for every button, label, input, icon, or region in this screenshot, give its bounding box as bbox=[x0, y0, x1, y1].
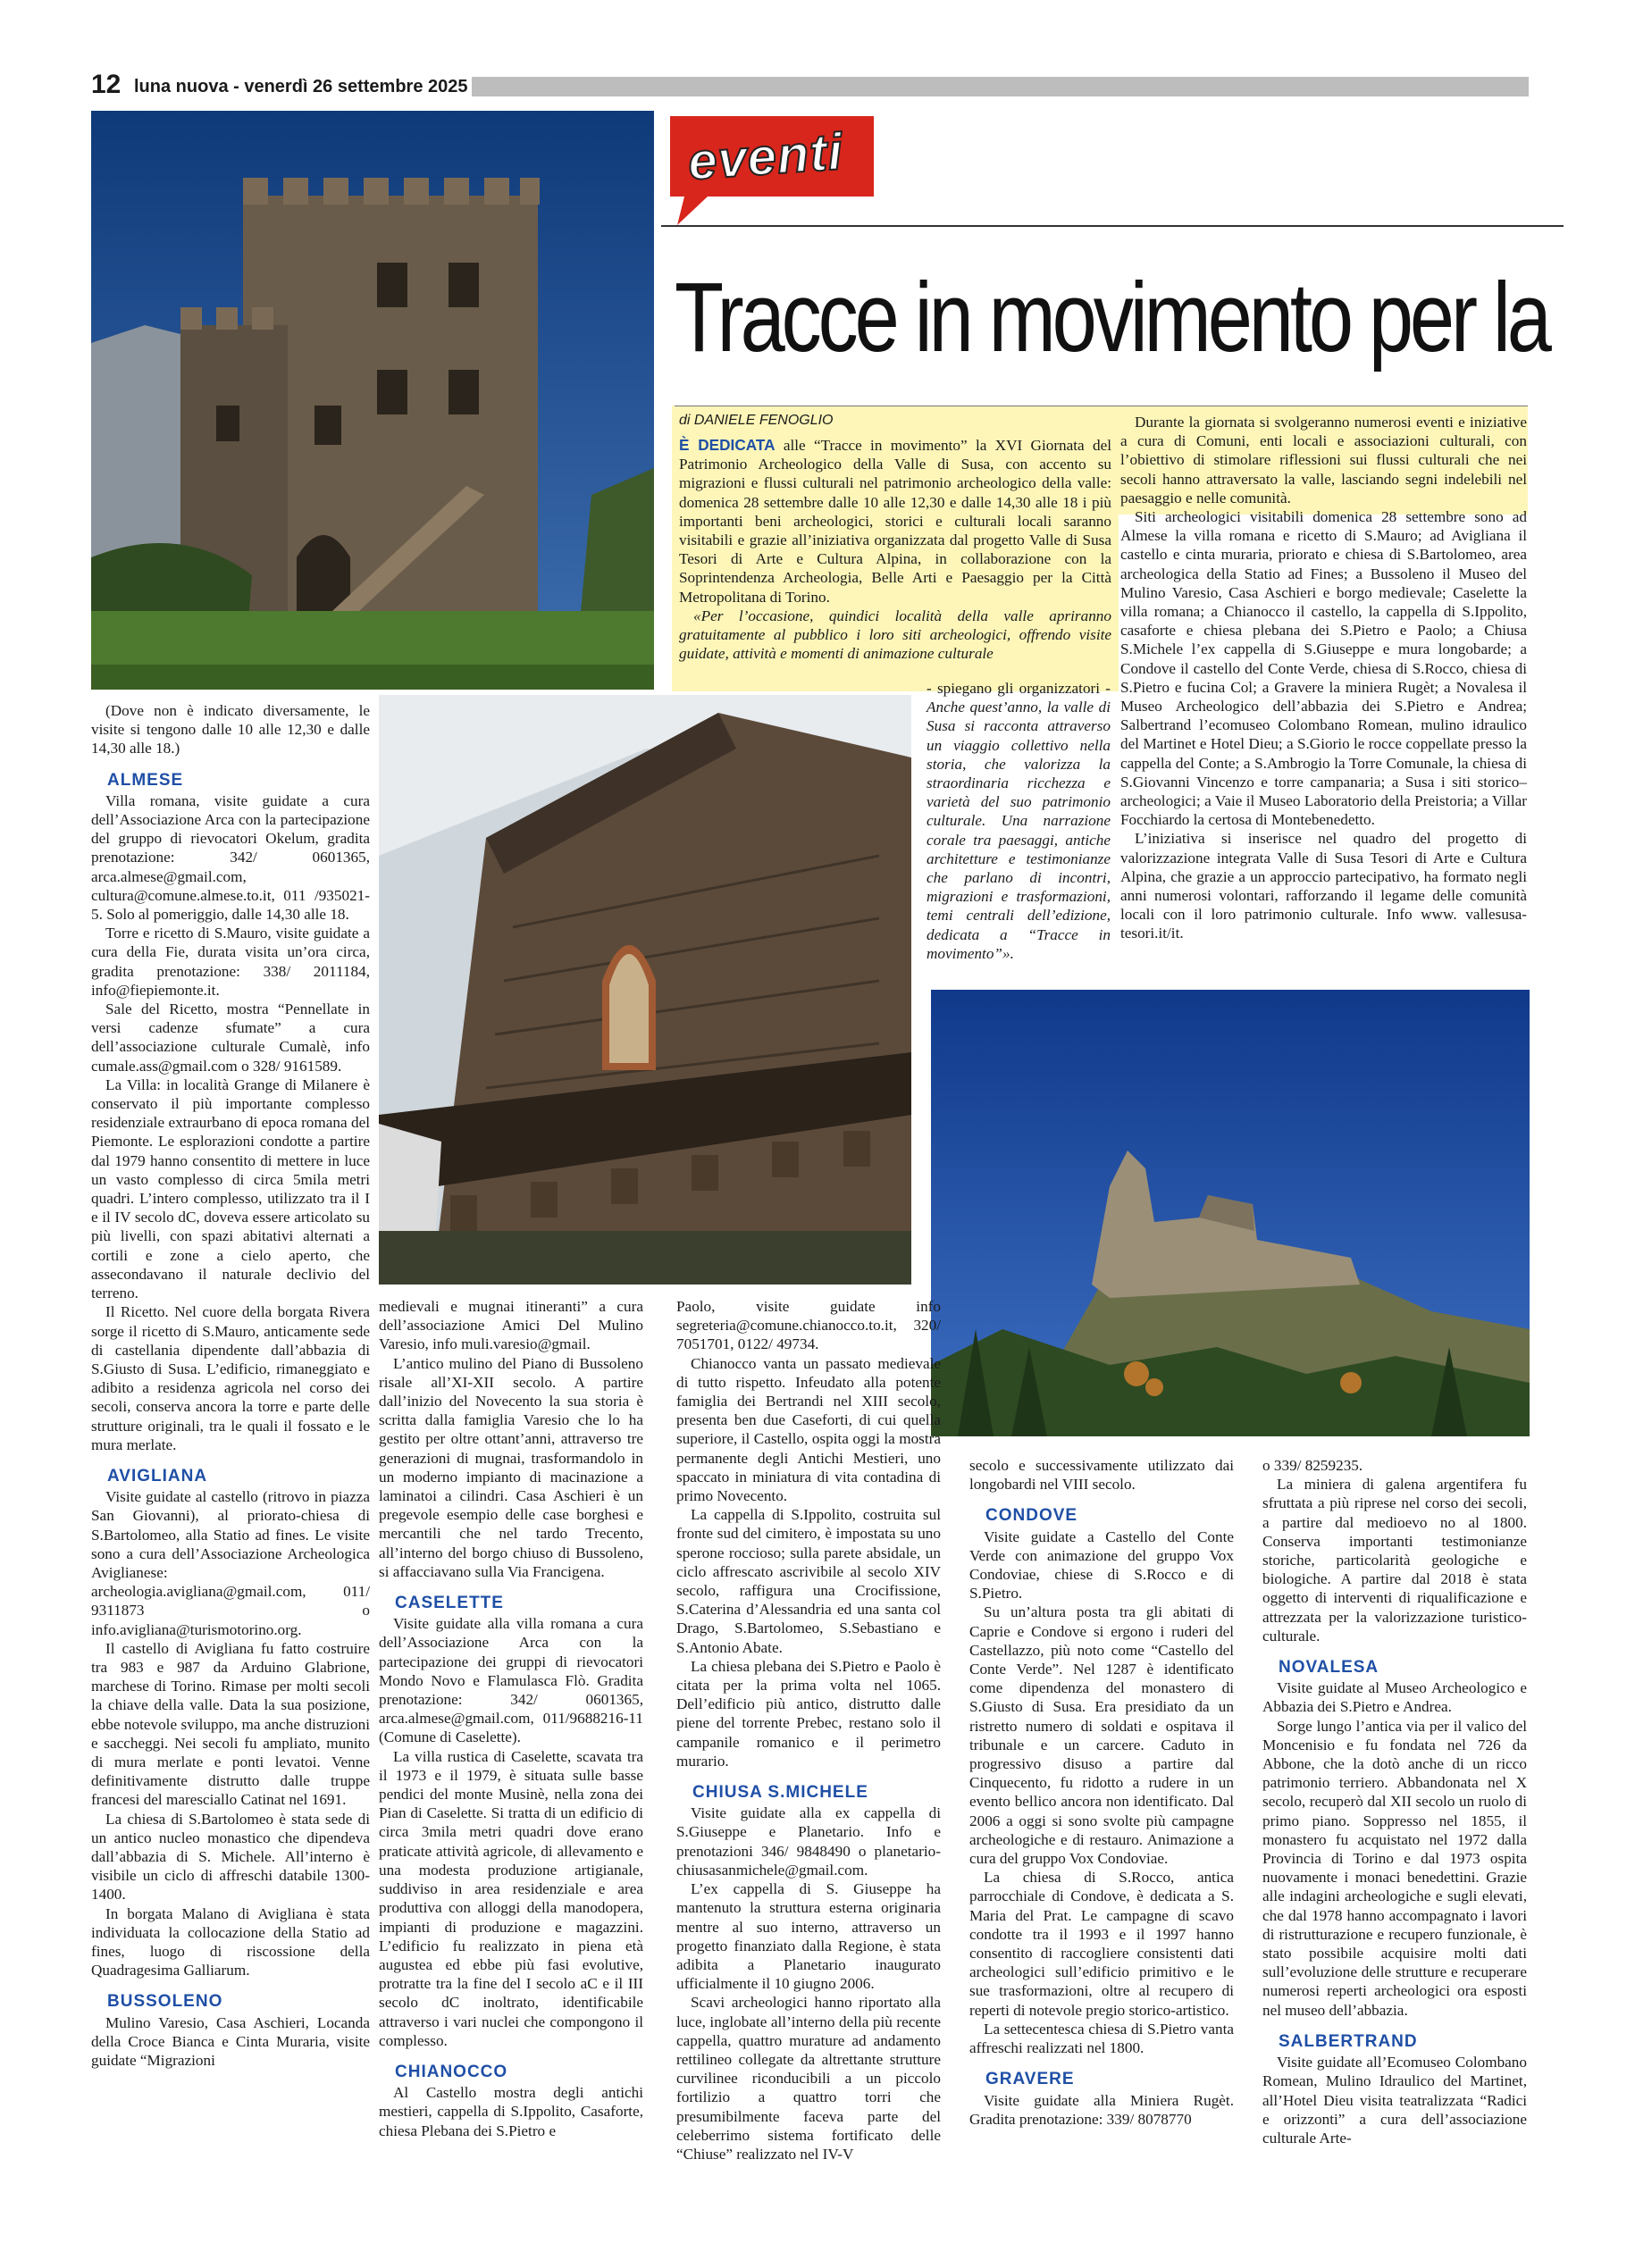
photo-medieval-house bbox=[379, 695, 911, 1285]
avigliana-p2: Il castello di Avigliana fu fatto costruire tra 983 e 987 da Arduino Glabrione, marchese di Torino. Rimase per molti secoli la chiave della valle. Data la sua posizione, ebbe notevole sviluppo, ma anche distruzioni e saccheggi. Nei secoli fu ampliato, munito di mura merlate e ponti levatoi. Venne definitivamente distrutto dalle truppe francesi del maresciallo Catinat nel 1691. bbox=[91, 1639, 370, 1809]
chianocco-p2: Chianocco vanta un passato medievale di tutto rispetto. Infeudato alla potente famiglia dei Bertrandi nel XIII secolo, presenta ben due Caseforti, di cui quella superiore, il Castello, ospita oggi la mostra permanente degli Antichi Mestieri, uno spaccato in miniatura di vita contadina di primo Novecento. bbox=[676, 1354, 941, 1505]
section-tag-label: eventi bbox=[685, 122, 845, 191]
hours-note: (Dove non è indicato diversamente, le visite si tengono dalle 10 alle 12,30 e dalle 14,30 alle 18.) bbox=[91, 702, 370, 757]
gravere-p1: Visite guidate alla Miniera Rugèt. Gradita prenotazione: 339/ 8078770 bbox=[969, 2091, 1234, 2128]
header-bar bbox=[472, 77, 1529, 96]
column-5 bbox=[1262, 1456, 1527, 2147]
page-number: 12 bbox=[91, 70, 122, 99]
chianocco-p3: La cappella di S.Ippolito, costruita sul fronte sud del cimitero, è impostata su uno sperone roccioso; sulla parete absidale, un ciclo affrescato ascrivibile al secolo XIV secolo, raffigura una Crocifissione, S.Caterina d’Alessandria ed una santa col Drago, S.Bartolomeo, S.Sebastiano e S.Antonio Abate. bbox=[676, 1506, 941, 1656]
chiusa-p2: L’ex cappella di S. Giuseppe ha mantenuto la struttura esterna originaria mentre al suo interno, attraverso un progetto finanziato dalla Regione, è stata adibita a Planetario inaugurato ufficialmente il 10 giugno 2006. bbox=[676, 1880, 941, 1993]
byline: di DANIELE FENOGLIO bbox=[679, 413, 834, 428]
almese-p2: Torre e ricetto di S.Mauro, visite guidate a cura della Fie, durata visita un’ora circa, gradita prenotazione: 338/ 2011184, info@fiepiemonte.it. bbox=[91, 925, 370, 999]
heading-bussoleno: BUSSOLENO bbox=[107, 1992, 223, 2012]
caselette-p2: La villa rustica di Caselette, scavata tra il 1973 e il 1979, è situata sulle basse pendici del monte Musinè, nella zona dei Pian di Caselette. Si tratta di un edificio di circa 3mila metri quadri dove erano praticate attività agricole, di allevamento e una modesta produzione artigianale, suddiviso in area residenziale e area produttiva con alloggi della manodopera, impianti di produzione e magazzini. L’edificio fu realizzato in piena età augustea ed ebbe più fasi evolutive, protratte tra la fine del I secolo aC e il III secolo dC inoltrato, identificabile attraverso i vari nuclei che compongono il complesso. bbox=[379, 1747, 643, 2049]
intro-column-2 bbox=[1120, 413, 1527, 943]
section-tag bbox=[661, 111, 885, 229]
condove-p1: Visite guidate a Castello del Conte Verde con animazione del gruppo Vox Condoviae, chiese di S.Rocco e di S.Pietro. bbox=[969, 1527, 1234, 1603]
chianocco-p4: La chiesa plebana dei S.Pietro e Paolo è citata per la prima volta nel 1065. Dell’edificio più antico, distrutto dalle piene del torrente Prebec, restano solo il campanile romanico e il perimetro murario. bbox=[676, 1657, 941, 1770]
heading-gravere: GRAVERE bbox=[985, 2070, 1075, 2089]
intro-column-1 bbox=[679, 436, 1111, 663]
chiusa-p3: Scavi archeologici hanno riportato alla luce, inglobate all’interno della più recente cappella, quattro murature ad andamento rettilineo collegate da altrettante strutture curvilinee riconducibili a un piccolo fortilizio a quattro torri che presumibilmente faceva parte del celeberrimo sistema fortificato delle “Chiuse” realizzato nel IV-V bbox=[676, 1994, 941, 2163]
salbertrand-p1: Visite guidate all’Ecomuseo Colombano Romean, Mulino Idraulico del Martinet, all’Hotel Dieu visita teatralizzata “Radici e orizzonti” a cura dell’associazione culturale Arte- bbox=[1262, 2054, 1527, 2147]
section-rule bbox=[661, 225, 1564, 227]
intro-lead bbox=[679, 436, 1111, 607]
column-3 bbox=[676, 1297, 941, 2163]
avigliana-p1: Visite guidate al castello (ritrovo in piazza San Giovanni), al priorato-chiesa di S.Bartolomeo, alla Statio ad fines. Le visite sono a cura dell’Associazione Archeologica Aviglianese: archeologia.avigliana@gmail.com, 011/ 9311873 o info.avigliana@turismotorino.org. bbox=[91, 1488, 370, 1638]
intro-quote-1: «Per l’occasione, quindici località della valle apriranno gratuitamente al pubblico i loro siti archeologici, offrendo visite guidate, attività e momenti di animazione culturale bbox=[679, 607, 1111, 663]
intro-quote-2 bbox=[926, 679, 1111, 963]
heading-caselette: CASELETTE bbox=[395, 1594, 504, 1613]
heading-condove: CONDOVE bbox=[985, 1506, 1078, 1526]
quote-text: Anche quest’anno, la valle di Susa si racconta attraverso un viaggio collettivo nella storia, che valorizza la straordinaria ricchezza e varietà del suo patrimonio culturale. Una narrazione corale tra paesaggi, antiche architetture e testimonianze che parlano di incontri, migrazioni e trasformazioni, temi centrali dell’edizione, dedicata a “Tracce in movimento”». bbox=[926, 699, 1111, 962]
bussoleno-p1: Mulino Varesio, Casa Aschieri, Locanda della Croce Bianca e Cinta Muraria, visite guidate “Migrazioni bbox=[91, 2013, 370, 2070]
chiusa-p3-cont: secolo e successivamente utilizzato dai longobardi nel VIII secolo. bbox=[969, 1457, 1234, 1494]
intro-quote-continued bbox=[926, 679, 1111, 963]
gravere-p1-cont: o 339/ 8259235. bbox=[1262, 1457, 1363, 1474]
novalesa-p1: Visite guidate al Museo Archeologico e Abbazia dei S.Pietro e Andrea. bbox=[1262, 1679, 1527, 1716]
condove-p4: La settecentesca chiesa di S.Pietro vanta affreschi realizzati nel 1800. bbox=[969, 2020, 1234, 2057]
condove-p3: La chiesa di S.Rocco, antica parrocchiale di Condove, è dedicata a S. Maria del Prat. Le campagne di scavo condotte tra il 1993 e il 1997 hanno consentito di raccogliere consistenti dati archeologici sull’edificio primitivo e le sue trasformazioni, oltre al recupero di reperti di notevole pregio storico-artistico. bbox=[969, 1869, 1234, 2019]
lead-word: È DEDICATA bbox=[679, 436, 776, 454]
avigliana-p4: In borgata Malano di Avigliana è stata individuata la collocazione della Statio ad fines, luogo di riscossione della Quadragesima Galliarum. bbox=[91, 1904, 370, 1979]
chiusa-p1: Visite guidate alla ex cappella di S.Giuseppe e Planetario. Info e prenotazioni 346/ 9848490 o planetario-chiusasanmichele@gmail.com. bbox=[676, 1804, 941, 1879]
quote-attribution: - spiegano gli organizzatori - bbox=[926, 680, 1111, 697]
bussoleno-p1-cont: medievali e mugnai itineranti” a cura dell’associazione Amici Del Mulino Varesio, info muli.varesio@gmail. bbox=[379, 1298, 643, 1353]
column-4 bbox=[969, 1456, 1234, 2129]
caselette-p1: Visite guidate alla villa romana a cura dell’Associazione Arca con la partecipazione dei gruppi di rievocatori Mondo Novo e Flamulasca Flò. Gradita prenotazione: 342/ 0601365, arca.almese@gmail.com, 011/9688216-11 (Comune di Caselette). bbox=[379, 1615, 643, 1746]
masthead: luna nuova - venerdì 26 settembre 2025 bbox=[134, 77, 468, 96]
chianocco-p1-cont: Paolo, visite guidate info segreteria@comune.chianocco.to.it, 320/ 7051701, 0122/ 49734. bbox=[676, 1298, 941, 1353]
novalesa-p2: Sorge lungo l’antica via per il valico del Moncenisio e fu fondata nel 726 da Abbone, che la dotò anche di un ricco patrimonio terriero. Abbandonata nel X secolo, recuperò dal XII secolo un ruolo di primo piano. Soppresso nel 1855, il monastero fu acquistato nel 1972 dalla Provincia di Torino e dal 1973 ospita nuovamente i monaci benedettini. Grazie alle indagini archeologiche e sugli elevati, che dal 1978 hanno accompagnato i lavori di ristrutturazione e recupero funzionale, è stato possibile acquisire molti dati sull’evoluzione delle strutture e recuperare numerosi reperti archeologici ora esposti nel museo dell’abbazia. bbox=[1262, 1717, 1527, 2019]
heading-salbertrand: SALBERTRAND bbox=[1279, 2031, 1418, 2051]
gravere-p2: La miniera di galena argentifera fu sfruttata a più riprese nel corso dei secoli, a partire dal medioevo no al 1800. Conserva importanti testimonianze storiche, particolarità geologiche e biologiche. A partire dal 2018 è stata oggetto di interventi di riqualificazione e attrezzata per la valorizzazione turistico-culturale. bbox=[1262, 1476, 1527, 1645]
chianocco-p1: Al Castello mostra degli antichi mestieri, cappella di S.Ippolito, Casaforte, chiesa Plebana dei S.Pietro e bbox=[379, 2084, 643, 2139]
intro-p3: Siti archeologici visitabili domenica 28 settembre sono ad Almese la villa romana e ricetto di S.Mauro; ad Avigliana il castello e cinta muraria, priorato e chiesa di S.Bartolomeo, area archeologica della Statio ad Fines; a Bussoleno il Museo del Mulino Varesio, Casa Aschieri e borgo medievale; Caselette la villa romana; a Chianocco il castello, la cappella di S.Ippolito, casaforte e chiesa plebana dei S.Pietro e Paolo; a Chiusa S.Michele l’ex cappella di S.Giuseppe e mura longobarde; a Condove il castello del Conte Verde, chiesa di S.Rocco, chiesa di S.Pietro e fucina Col; a Gravere la miniera Rugèt; a Novalesa il Museo Archeologico dell’abbazia dei S.Pietro e Andrea; Salbertrand l’ecomuseo Colombano Romean, mulino idraulico del Martinet e Hotel Dieu; a S.Giorio le rocce coppellate presso la cappella del Conte; a S.Ambrogio la Torre Comunale, la chiesa di S.Giovanni Vincenzo e torre campanaria; a Susa i siti storico–archeologici; a Vaie il Museo Laboratorio della Preistoria; a Villar Focchiardo la certosa di Montebenedetto. bbox=[1120, 508, 1527, 829]
lead-text: alle “Tracce in movimento” la XVI Giornata del Patrimonio Archeologico della Valle di Susa, con accento su migrazioni e flussi culturali nel patrimonio archeologico della valle: domenica 28 settembre dalle 10 alle 12,30 e dalle 14,30 alle 18 i più importanti beni archeologici, storici e culturali locali saranno visitabili e grazie all’iniziativa organizzata dal progetto Valle di Susa Tesori di Arte e Cultura Alpina, in collaborazione con la Soprintendenza Archeologia, Belle Arti e Paesaggio per la Città Metropolitana di Torino. bbox=[679, 437, 1111, 606]
almese-p5: Il Ricetto. Nel cuore della borgata Rivera sorge il ricetto di S.Mauro, anticamente sede di castellania dipendente dall’abbazia di S.Giusto di Susa. L’edificio, rimaneggiato e adibito a residenza agricola nel corso dei secoli, conserva ancora la torre e parte delle strutture originali, tra le quali il fossato e le mura merlate. bbox=[91, 1303, 370, 1453]
column-1 bbox=[91, 701, 370, 2070]
heading-almese: ALMESE bbox=[107, 770, 184, 790]
bussoleno-p2: L’antico mulino del Piano di Bussoleno risale all’XI-XII secolo. A partire dall’inizio del Novecento la sua storia è scritta dalla famiglia Varesio che lo ha gestito per oltre ottant’anni, attraverso tre generazioni di mugnai, trasformandolo in un moderno impianto di macinazione a laminatoi a cilindri. Casa Aschieri è un pregevole esempio delle case borghesi e mercantili che nel tardo Trecento, all’interno del borgo chiuso di Bussoleno, si affacciavano sulla Via Francigena. bbox=[379, 1354, 643, 1580]
almese-p1: Villa romana, visite guidate a cura dell’Associazione Arca con la partecipazione del gruppo di rievocatori Okelum, gradita prenotazione: 342/ 0601365, arca.almese@gmail.com, cultura@comune.almese.to.it, 011 /935021-5. Solo al pomeriggio, dalle 14,30 alle 18. bbox=[91, 791, 370, 924]
headline: Tracce in movimento per la bbox=[675, 263, 1548, 372]
almese-p4: La Villa: in località Grange di Milanere è conservato il più importante complesso residenziale extraurbano di epoca romana del Piemonte. Le esplorazioni condotte a partire dal 1979 hanno consentito di mettere in luce un vasto complesso di circa 5mila metri quadri. L’intero complesso, utilizzato tra il I e il IV secolo dC, doveva essere articolato su più livelli, con spazi abitativi alternati a cortili e zone a cielo aperto, che assecondavano il naturale declivio del terreno. bbox=[91, 1075, 370, 1302]
almese-p3: Sale del Ricetto, mostra “Pennellate in versi cadenze sfumate” a cura dell’associazione culturale Cumalè, info cumale.ass@gmail.com o 328/ 9161589. bbox=[91, 1000, 370, 1075]
heading-avigliana: AVIGLIANA bbox=[107, 1466, 208, 1485]
intro-p2: Durante la giornata si svolgeranno numerosi eventi e iniziative a cura di Comuni, enti locali e associazioni culturali, con l’obiettivo di stimolare riflessioni sui flussi culturali che nei secoli hanno attraversato la valle, lasciando segni indelebili nel paesaggio e nelle comunità. bbox=[1120, 414, 1527, 506]
photo-castle-ruins bbox=[931, 990, 1530, 1436]
avigliana-p3: La chiesa di S.Bartolomeo è stata sede di un antico nucleo monastico che dipendeva dall’abbazia di S. Michele. All’interno è visibile un ciclo di affreschi databile 1300-1400. bbox=[91, 1810, 370, 1904]
heading-chiusa: CHIUSA S.MICHELE bbox=[692, 1783, 868, 1803]
heading-chianocco: CHIANOCCO bbox=[395, 2062, 508, 2081]
intro-p4: L’iniziativa si inserisce nel quadro del progetto di valorizzazione integrata Valle di Susa Tesori di Arte e Cultura Alpina, che grazie a un approccio partecipativo, ha formato negli anni numerosi volontari, rafforzando il legame delle comunità locali con il loro patrimonio culturale. Info www. vallesusa-tesori.it/it. bbox=[1120, 830, 1527, 942]
heading-novalesa: NOVALESA bbox=[1279, 1658, 1379, 1678]
photo-castle-tower bbox=[91, 111, 654, 690]
condove-p2: Su un’altura posta tra gli abitati di Caprie e Condove si ergono i ruderi del Castellazzo, più noto come “Castello del Conte Verde”. Nel 1287 è identificato come dipendenza del monastero di S.Giusto di Susa. Era presidiato da un ristretto numero di soldati e ospitava il tribunale e un carcere. Caduto in progressivo disuso a partire dal Cinquecento, fu ridotto a rudere in un evento bellico ancora non identificato. Dal 2006 a oggi si sono svolte più campagne archeologiche e di restauro. Animazione a cura del gruppo Vox Condoviae. bbox=[969, 1603, 1234, 1868]
column-2 bbox=[379, 1297, 643, 2140]
